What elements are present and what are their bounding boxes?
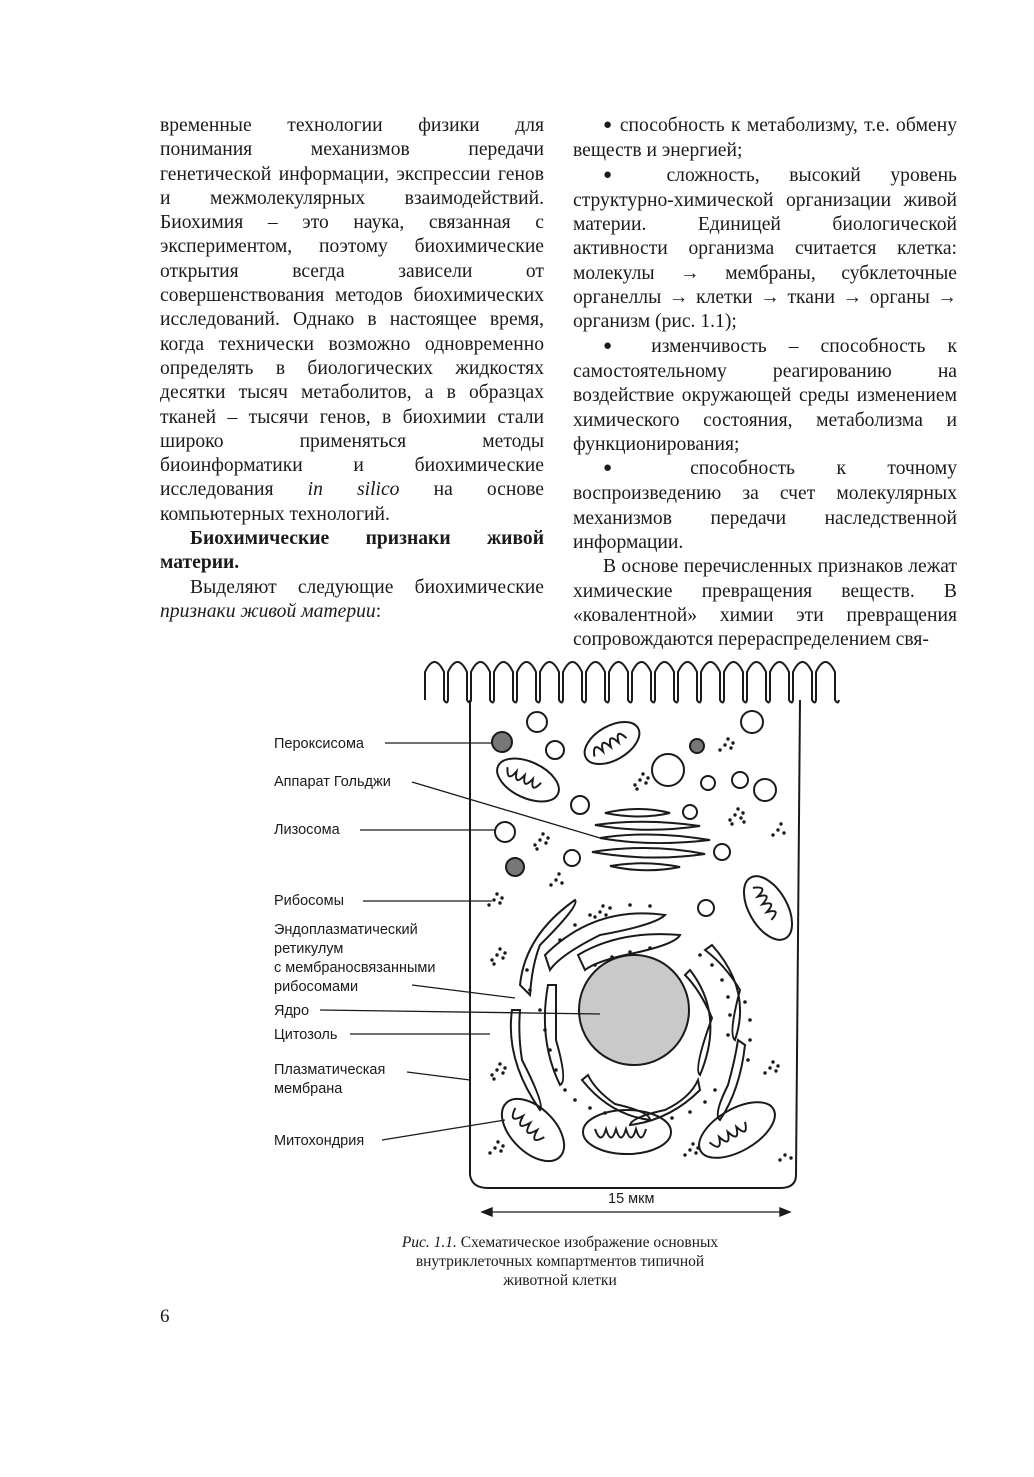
bullet-item-variability: ● изменчивость – способность к самостоятельному реагированию на воздействие окружающей среды изменением химического состояния, метаболизма и функционирования;: [573, 335, 958, 455]
ribosome-dot: [771, 1060, 774, 1063]
bound-ribosome-dot: [728, 1013, 732, 1017]
bound-ribosome-dot: [563, 1088, 567, 1092]
bound-ribosome-dot: [593, 963, 597, 967]
ribosome-dot: [641, 772, 644, 775]
bullet-item-complexity: ● сложность, высокий уровень структурно-химической организации живой материи. Единицей биологической активности организма считается клетка: молекулы → мембраны, субклеточные органеллы → клетки → ткани → органы → организм (рис. 1.1);: [573, 164, 957, 333]
bound-ribosome-dot: [608, 906, 612, 910]
label-nucleus: Ядро: [274, 1003, 310, 1019]
paragraph-basis: В основе перечисленных признаков лежат химические превращения веществ. В «ковалентной» химии эти превращения сопровождаются перераспределением свя-: [573, 556, 957, 651]
ribosome-dot: [742, 820, 745, 823]
ribosome-dot: [557, 872, 560, 875]
bound-ribosome-dot: [703, 1100, 707, 1104]
bound-ribosome-dot: [713, 1088, 717, 1092]
ribosome-dot: [495, 1068, 498, 1071]
ribosome-dot: [644, 781, 647, 784]
ribosome-dot: [691, 1142, 694, 1145]
ribosome-dot: [498, 1062, 501, 1065]
ribosome-dot: [560, 881, 563, 884]
bound-ribosome-dot: [648, 904, 652, 908]
plasma-membrane-outline: [470, 700, 800, 1188]
bullet-icon: ●: [603, 166, 637, 183]
label-lysosome: Лизосома: [274, 822, 340, 838]
right-column: [573, 114, 957, 653]
ribosome-dot: [635, 787, 638, 790]
figure-number: Рис. 1.1.: [401, 1234, 457, 1251]
bullet-icon: ●: [603, 117, 614, 133]
ribosome-dot: [776, 1064, 779, 1067]
ribosome-dot: [779, 822, 782, 825]
ribosome-dot: [593, 915, 596, 918]
bound-ribosome-dot: [528, 988, 532, 992]
label-membrane-line1: Плазматическая: [274, 1062, 386, 1078]
scale-bar: [482, 1208, 790, 1216]
bullet-icon: ●: [603, 337, 630, 354]
label-membrane-line2: мембрана: [274, 1081, 343, 1097]
ribosome-dot: [490, 958, 493, 961]
ribosome-dot: [723, 743, 726, 746]
bound-ribosome-dot: [554, 1068, 558, 1072]
ribosome-dot: [696, 1146, 699, 1149]
label-ribosomes: Рибосомы: [274, 893, 345, 909]
bullet-item-reproduction: ● способность к точному воспроизведению за счет молекулярных механизмов передачи наследственной информации.: [573, 458, 957, 554]
bound-ribosome-dot: [588, 913, 592, 917]
bullet-icon: ●: [603, 460, 649, 477]
ribosome-dot: [493, 1146, 496, 1149]
ribosome-dot: [774, 1069, 777, 1072]
ribosome-dot: [535, 847, 538, 850]
ribosome-dot: [538, 838, 541, 841]
label-golgi: Аппарат Гольджи: [274, 774, 391, 790]
bound-ribosome-dot: [628, 903, 632, 907]
ribosome-dot: [778, 1158, 781, 1161]
ribosome-dot: [736, 807, 739, 810]
label-er-line4: рибосомами: [274, 979, 359, 995]
bound-ribosome-dot: [688, 1110, 692, 1114]
ribosome-dot: [503, 1066, 506, 1069]
bound-ribosome-dot: [710, 963, 714, 967]
ribosome-dot: [498, 947, 501, 950]
label-peroxisome: Пероксисома: [274, 736, 364, 752]
ribosome-dot: [544, 841, 547, 844]
paragraph-features: Выделяют следующие биохимические признаки живой материи:: [160, 576, 544, 622]
bound-ribosome-dot: [610, 955, 614, 959]
bound-ribosome-dot: [573, 923, 577, 927]
ribosome-dot: [638, 778, 641, 781]
ribosome-dot: [496, 1140, 499, 1143]
section-heading: Биохимические признаки живой материи.: [160, 528, 544, 574]
ribosome-dot: [501, 1071, 504, 1074]
ribosome-dot: [633, 783, 636, 786]
ribosome-dot: [492, 1077, 495, 1080]
figure-labels: [274, 736, 435, 1149]
ribosome-dot: [739, 816, 742, 819]
bound-ribosome-dot: [573, 1098, 577, 1102]
bound-ribosome-dot: [603, 1111, 607, 1115]
bound-ribosome-dot: [746, 1058, 750, 1062]
label-er-line1: Эндоплазматический: [274, 922, 418, 938]
ribosome-dot: [729, 746, 732, 749]
ribosome-dot: [730, 822, 733, 825]
ribosome-dot: [549, 883, 552, 886]
bound-ribosome-dot: [720, 978, 724, 982]
microvilli: [425, 662, 839, 703]
ribosome-dot: [546, 836, 549, 839]
ribosome-dot: [646, 776, 649, 779]
ribosome-dot: [554, 878, 557, 881]
ribosome-dot: [726, 737, 729, 740]
ribosome-dot: [776, 828, 779, 831]
ribosome-dot: [499, 1149, 502, 1152]
nucleus: [579, 955, 689, 1065]
scale-label: 15 мкм: [608, 1191, 655, 1207]
bound-ribosome-dot: [726, 995, 730, 999]
in-silico-term: in silico: [307, 479, 400, 501]
ribosome-dot: [731, 741, 734, 744]
bound-ribosome-dot: [538, 1008, 542, 1012]
bound-ribosome-dot: [743, 1000, 747, 1004]
bound-ribosome-dot: [670, 1116, 674, 1120]
label-cytosol: Цитозоль: [274, 1027, 338, 1043]
bound-ribosome-dot: [543, 1028, 547, 1032]
ribosome-dot: [503, 951, 506, 954]
ribosome-dot: [492, 898, 495, 901]
bound-ribosome-dot: [726, 1033, 730, 1037]
bound-ribosome-dot: [558, 938, 562, 942]
ribosome-dot: [490, 1073, 493, 1076]
ribosome-dot: [771, 833, 774, 836]
bullet-item-metabolism: ● способность к метаболизму, т.е. обмену веществ и энергией;: [573, 115, 957, 162]
ribosome-dot: [500, 896, 503, 899]
ribosome-dot: [688, 1148, 691, 1151]
ribosome-dot: [501, 1144, 504, 1147]
ribosome-dot: [492, 962, 495, 965]
bound-ribosome-dot: [525, 968, 529, 972]
cell-diagram: [0, 650, 1034, 1230]
bound-ribosome-dot: [698, 953, 702, 957]
left-column: [160, 114, 544, 624]
bound-ribosome-dot: [628, 950, 632, 954]
ribosome-dot: [741, 811, 744, 814]
ribosome-dot: [763, 1071, 766, 1074]
ribosome-dot: [683, 1153, 686, 1156]
label-mitochondrion: Митохондрия: [274, 1133, 365, 1149]
ribosome-dot: [782, 831, 785, 834]
label-er-line3: с мембраносвязанными: [274, 960, 436, 976]
ribosome-dot: [598, 910, 601, 913]
ribosome-dot: [488, 1151, 491, 1154]
ribosome-dot: [601, 904, 604, 907]
ribosome-dot: [495, 892, 498, 895]
ribosome-dot: [495, 953, 498, 956]
ribosome-dot: [783, 1153, 786, 1156]
bound-ribosome-dot: [748, 1018, 752, 1022]
label-er-line2: ретикулум: [274, 941, 344, 957]
page-number: 6: [160, 1306, 170, 1327]
ribosome-dot: [541, 832, 544, 835]
bound-ribosome-dot: [588, 1106, 592, 1110]
ribosome-dot: [604, 913, 607, 916]
ribosome-dot: [533, 843, 536, 846]
bound-ribosome-dot: [748, 1038, 752, 1042]
bound-ribosome-dot: [548, 1048, 552, 1052]
ribosome-dot: [718, 748, 721, 751]
ribosome-dot: [733, 813, 736, 816]
paragraph-intro: временные технологии физики для понимания механизмов передачи генетической информации, экспрессии генов и межмолекулярных взаимодействий. Биохимия – это наука, связанная с экспериментом, поэтому биохимические открытия всегда зависели от совершенствования методов биохимических исследований. Однако в настоящее время, когда технически возможно одновременно определять в биологических жидкостях десятки тысяч метаболитов, а в образцах тканей – тысячи генов, в биохимии стали широко применяться методы биоинформатики и биохимические исследования in silico на основе компьютерных технологий.: [160, 115, 544, 525]
ribosome-dot: [694, 1151, 697, 1154]
ribosome-dot: [487, 903, 490, 906]
ribosome-dot: [789, 1156, 792, 1159]
ribosome-dot: [501, 956, 504, 959]
ribosome-dot: [728, 818, 731, 821]
ribosome-dot: [498, 901, 501, 904]
bound-ribosome-dot: [648, 946, 652, 950]
figure-caption: Рис. 1.1. Схематическое изображение основных внутриклеточных компартментов типичной животной клетки: [401, 1234, 719, 1289]
ribosome-dot: [768, 1066, 771, 1069]
